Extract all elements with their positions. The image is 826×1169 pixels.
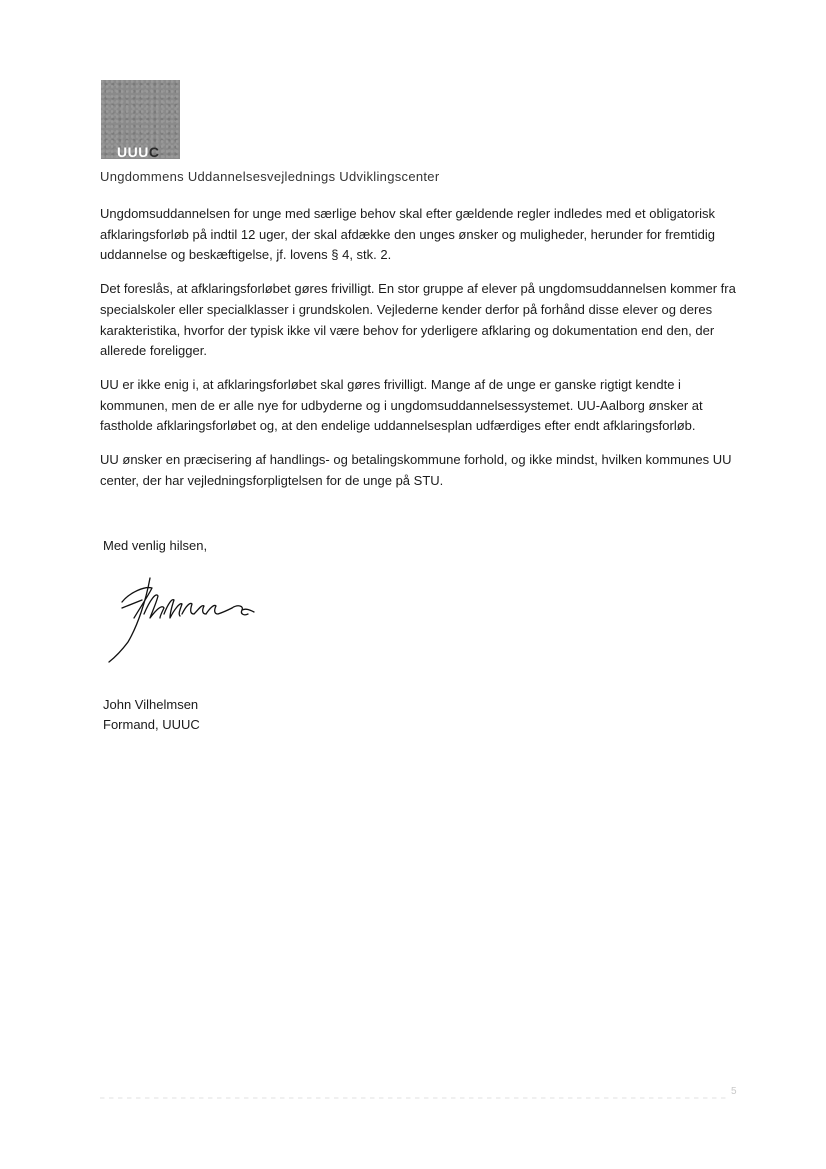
letter-body [100,204,750,504]
page-number: 5 [731,1086,737,1097]
body-paragraph-2: Det foreslås, at afklaringsforløbet gøres frivilligt. En stor gruppe af elever på ungdomsuddannelsen kommer fra specialskoler eller specialklasser i grundskolen. Vejlederne kender derfor på forhånd disse elever og deres karakteristika, hvorfor der typisk ikke vil være behov for yderligere afklaring og dokumentation end den, der allerede foreligger. [100,281,736,359]
body-paragraph-3: UU er ikke enig i, at afklaringsforløbet skal gøres frivilligt. Mange af de unge er ganske rigtigt kendte i kommunen, men de er alle nye for udbyderne og i ungdomsuddannelsessystemet. UU-Aalborg ønsker at fastholde afklaringsforløbet og, at den endelige uddannelsesplan udfærdiges efter endt afklaringsforløb. [100,376,703,434]
body-paragraph-4: UU ønsker en præcisering af handlings- og betalingskommune forhold, og ikke mindst, hvilken kommunes UU center, der har vejledningsforpligtelsen for de unge på STU. [100,452,732,488]
sender-title: Formand, UUUC [103,717,200,732]
scan-footer-line [100,1097,730,1099]
sender-name: John Vilhelmsen [103,697,199,712]
logo-text-main: UUU [117,144,149,160]
logo-text-last: C [148,144,160,160]
organization-name: Ungdommens Uddannelsesvejlednings Udviklingscenter [100,169,440,184]
body-paragraph-1: Ungdomsuddannelsen for unge med særlige behov skal efter gældende regler indledes med et obligatorisk afklaringsforløb på indtil 12 uger, der skal afdække den unges ønsker og muligheder, herunder for fremtidig uddannelse og beskæftigelse, jf. lovens § 4, stk. 2. [100,206,715,263]
logo-text [117,145,159,159]
closing-greeting: Med venlig hilsen, [103,538,208,553]
handwritten-signature [100,570,300,665]
